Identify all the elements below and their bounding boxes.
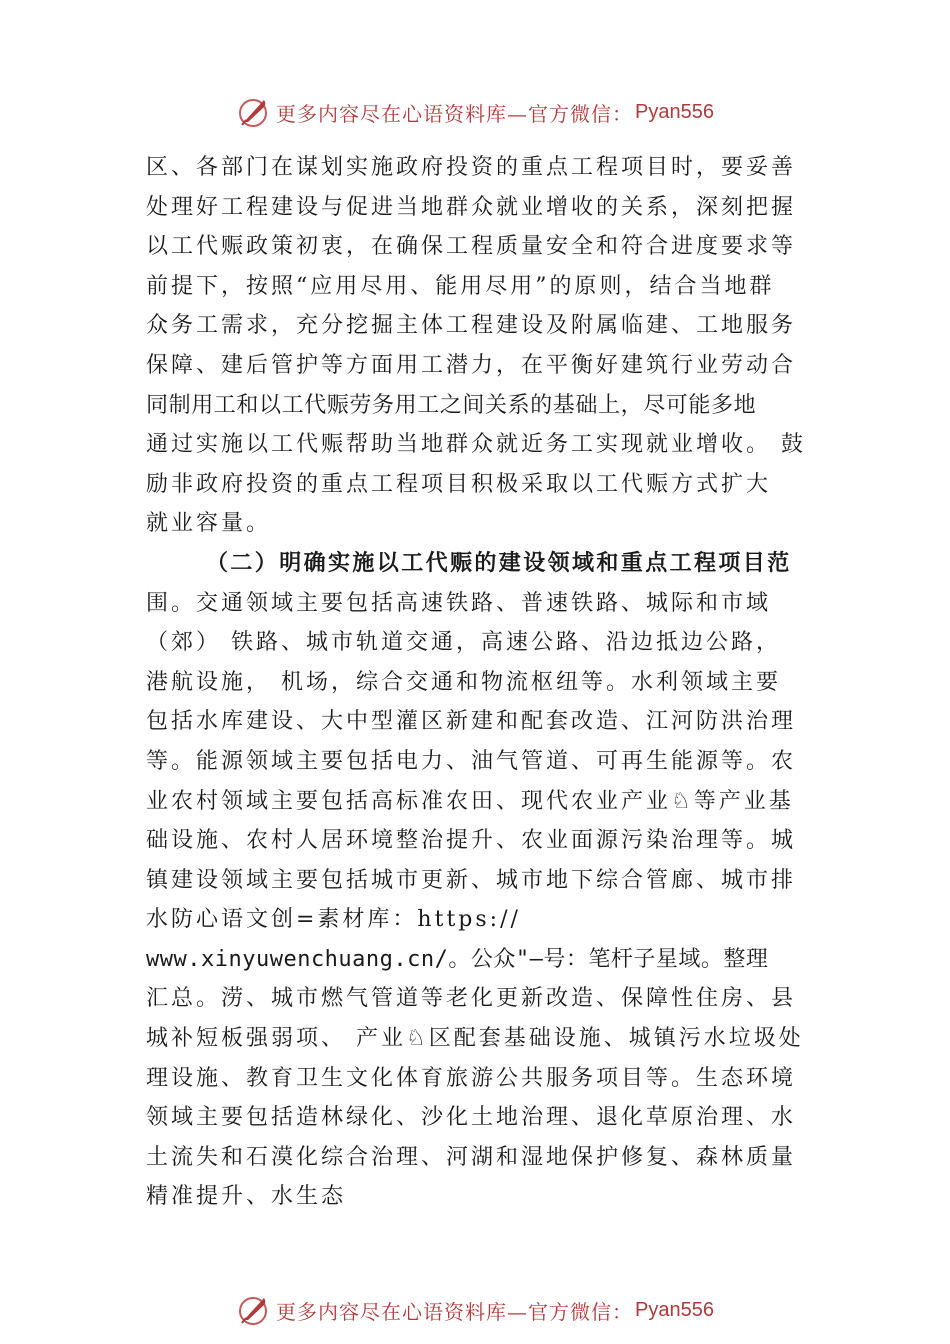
body-line: 城补短板强弱项、 产业♘区配套基础设施、城镇污水垃圾处 bbox=[146, 1026, 804, 1052]
body-line: 水防心语文创=素材库：https:// bbox=[146, 907, 521, 933]
body-line: 励非政府投资的重点工程项目积极采取以工代赈方式扩大 bbox=[146, 471, 772, 497]
body-line: www.xinyuwenchuang.cn/。公众"—号：笔杆子星域。整理 bbox=[146, 946, 769, 972]
body-line: 众务工需求，充分挖掘主体工程建设及附属临建、工地服务 bbox=[146, 313, 797, 339]
body-line: 通过实施以工代赈帮助当地群众就近务工实现就业增收。 鼓 bbox=[146, 432, 806, 458]
footer-wechat-handle: Pyan556 bbox=[635, 1298, 714, 1321]
section-heading: （二）明确实施以工代赈的建设领域和重点工程项目范 bbox=[206, 549, 792, 576]
body-line: 土流失和石漠化综合治理、河湖和湿地保护修复、森林质量 bbox=[146, 1144, 797, 1170]
body-line: 围。交通领域主要包括高速铁路、普速铁路、城际和市域 bbox=[146, 590, 772, 616]
body-line: 镇建设领域主要包括城市更新、城市地下综合管廊、城市排 bbox=[146, 867, 797, 893]
body-line: 精准提升、水生态 bbox=[146, 1184, 347, 1210]
header-wechat-handle: Pyan556 bbox=[635, 100, 714, 123]
footer-watermark-text: 更多内容尽在心语资料库—官方微信： bbox=[276, 1299, 634, 1324]
body-line: 汇总。涝、城市燃气管道等老化更新改造、保障性住房、县 bbox=[146, 986, 797, 1012]
header-watermark-text: 更多内容尽在心语资料库—官方微信： bbox=[276, 101, 634, 126]
body-line: （郊） 铁路、城市轨道交通，高速公路、沿边抵边公路， bbox=[146, 630, 781, 656]
body-line: 包括水库建设、大中型灌区新建和配套改造、江河防洪治理 bbox=[146, 709, 797, 735]
footer-watermark-banner bbox=[0, 1290, 950, 1330]
document-body bbox=[146, 148, 826, 1217]
feather-pen-logo-icon bbox=[236, 94, 272, 130]
body-line: 前提下，按照“应用尽用、能用尽用”的原则，结合当地群 bbox=[146, 273, 775, 299]
body-line: 区、各部门在谋划实施政府投资的重点工程项目时，要妥善 bbox=[146, 155, 797, 180]
body-line: 保障、建后管护等方面用工潜力，在平衡好建筑行业劳动合 bbox=[146, 352, 797, 378]
body-line: 业农村领域主要包括高标准农田、现代农业产业♘等产业基 bbox=[146, 788, 794, 814]
body-line: 就业容量。 bbox=[146, 511, 272, 537]
body-line: 处理好工程建设与促进当地群众就业增收的关系，深刻把握 bbox=[146, 194, 797, 220]
body-line: 理设施、教育卫生文化体育旅游公共服务项目等。生态环境 bbox=[146, 1065, 797, 1091]
body-line: 同制用工和以工代赈劳务用工之间关系的基础上，尽可能多地 bbox=[146, 392, 757, 418]
body-line: 港航设施， 机场，综合交通和物流枢纽等。水利领域主要 bbox=[146, 669, 781, 695]
feather-pen-logo-icon bbox=[236, 1292, 272, 1328]
body-line: 以工代赈政策初衷，在确保工程质量安全和符合进度要求等 bbox=[146, 234, 797, 260]
body-line: 领域主要包括造林绿化、沙化土地治理、退化草原治理、水 bbox=[146, 1105, 797, 1131]
body-line: 础设施、农村人居环境整治提升、农业面源污染治理等。城 bbox=[146, 828, 797, 854]
header-watermark-banner bbox=[0, 92, 950, 132]
body-line: 等。能源领域主要包括电力、油气管道、可再生能源等。农 bbox=[146, 748, 797, 774]
